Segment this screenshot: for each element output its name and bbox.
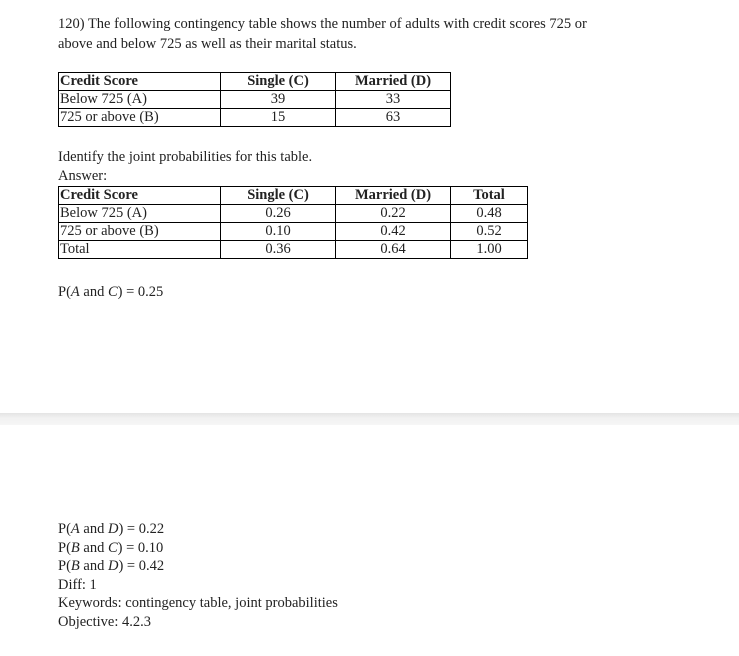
table-row <box>59 205 528 223</box>
table-row <box>59 109 451 127</box>
table-cell: 725 or above (B) <box>59 109 221 127</box>
table-cell: 0.42 <box>336 223 451 241</box>
table-cell: 0.36 <box>221 241 336 259</box>
table-cell: 1.00 <box>451 241 528 259</box>
header-cell: Total <box>451 187 528 205</box>
table-cell: 33 <box>336 91 451 109</box>
table-header-row <box>59 73 451 91</box>
page-separator <box>0 413 739 425</box>
table-cell: Below 725 (A) <box>59 205 221 223</box>
probability-a-and-c: P(A and C) = 0.25 <box>58 284 164 300</box>
table-header-row <box>59 187 528 205</box>
table-row <box>59 241 528 259</box>
objective: Objective: 4.2.3 <box>58 614 152 630</box>
answer-label: Answer: <box>58 168 108 184</box>
table-cell: 0.22 <box>336 205 451 223</box>
header-cell: Single (C) <box>221 73 336 91</box>
table-row <box>59 223 528 241</box>
table-cell: 39 <box>221 91 336 109</box>
joint-probability-table <box>58 186 528 259</box>
header-cell: Single (C) <box>221 187 336 205</box>
header-cell: Credit Score <box>59 73 221 91</box>
table-cell: 63 <box>336 109 451 127</box>
page-bottom <box>0 425 739 656</box>
probability-a-and-d: P(A and D) = 0.22 <box>58 521 165 537</box>
table-cell: Total <box>59 241 221 259</box>
table-cell: 0.26 <box>221 205 336 223</box>
instruction-text: Identify the joint probabilities for this table. <box>58 149 313 165</box>
question-line-2: above and below 725 as well as their marital status. <box>58 36 357 52</box>
table-cell: Below 725 (A) <box>59 91 221 109</box>
header-cell: Credit Score <box>59 187 221 205</box>
counts-table <box>58 72 451 127</box>
table-cell: 15 <box>221 109 336 127</box>
table-cell: 0.64 <box>336 241 451 259</box>
probability-b-and-d: P(B and D) = 0.42 <box>58 558 165 574</box>
question-line-1: 120) The following contingency table shows the number of adults with credit scores 725 or <box>58 16 587 32</box>
probability-b-and-c: P(B and C) = 0.10 <box>58 540 164 556</box>
header-cell: Married (D) <box>336 73 451 91</box>
table-cell: 0.48 <box>451 205 528 223</box>
table-row <box>59 91 451 109</box>
header-cell: Married (D) <box>336 187 451 205</box>
keywords: Keywords: contingency table, joint probabilities <box>58 595 338 611</box>
difficulty: Diff: 1 <box>58 577 97 593</box>
table-cell: 0.10 <box>221 223 336 241</box>
table-cell: 0.52 <box>451 223 528 241</box>
table-cell: 725 or above (B) <box>59 223 221 241</box>
